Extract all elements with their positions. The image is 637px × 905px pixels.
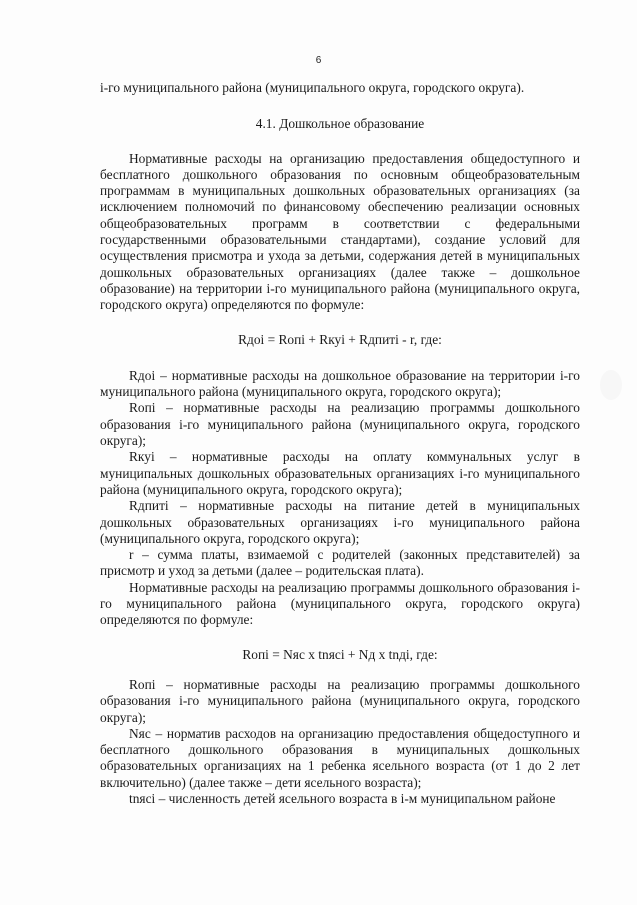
definition-tnyasi: tnясi – численность детей ясельного возраста в i-м муниципальном районе xyxy=(129,790,556,806)
program-intro-paragraph: Нормативные расходы на реализацию программы дошкольного образования i-го муниципального района (муниципального округа, городского округа) определяются по формуле: xyxy=(100,579,580,628)
formula-program: Rопi = Nяс x tnясi + Nд x tnдi, где: xyxy=(242,646,438,662)
definition-rkui: Rкуi – нормативные расходы на оплату коммунальных услуг в муниципальных дошкольных образовательных организациях i-го муниципального района (муниципального округа, городского округа); xyxy=(100,449,580,497)
document-body xyxy=(100,80,580,807)
formula-preschool-total: Rдоi = Rопi + Rкуi + Rдпитi - r, где: xyxy=(238,331,442,347)
definition-rdpiti: Rдпитi – нормативные расходы на питание детей в муниципальных дошкольных образовательных организациях i-го муниципального района (муниципального округа, городского округа); xyxy=(100,498,580,546)
definition-rdoi: Rдоi – нормативные расходы на дошкольное образование на территории i-го муниципального района (муниципального округа, городского округа); xyxy=(100,367,580,400)
definition-ropi: Rопi – нормативные расходы на реализацию программы дошкольного образования i-го муниципального района (муниципального округа, городского округа); xyxy=(100,400,580,449)
definition-r: r – сумма платы, взимаемой с родителей (законных представителей) за присмотр и уход за детьми (далее – родительская плата). xyxy=(100,547,580,579)
scan-smudge xyxy=(600,370,622,400)
page-number: 6 xyxy=(315,55,322,66)
section-heading: 4.1. Дошкольное образование xyxy=(255,116,425,132)
definition-ropi-repeat: Rопi – нормативные расходы на реализацию программы дошкольного образования i-го муниципального района (муниципального округа, городского округа); xyxy=(100,676,580,725)
continuation-line: i-го муниципального района (муниципального округа, городского округа). xyxy=(100,80,525,95)
definition-nyas: Nяс – норматив расходов на организацию предоставления общедоступного и бесплатного дошкольного образования в муниципальных дошкольных образовательных организациях на 1 ребенка ясельного возраста (от 1 до 2 лет включительно) (далее также – дети ясельного возраста); xyxy=(100,725,580,790)
intro-paragraph: Нормативные расходы на организацию предоставления общедоступного и бесплатного дошкольного образования по основным общеобразовательным программам в муниципальных дошкольных образовательных организациях (за исключением полномочий по финансовому обеспечению реализации основных общеобразовательных программ в соответствии с федеральными государственными образовательными стандартами), создание условий для осуществления присмотра и ухода за детьми, содержания детей в муниципальных дошкольных образовательных организациях (далее также – дошкольное образование) на территории i-го муниципального района (муниципального округа, городского округа) определяются по формуле: xyxy=(100,150,580,313)
